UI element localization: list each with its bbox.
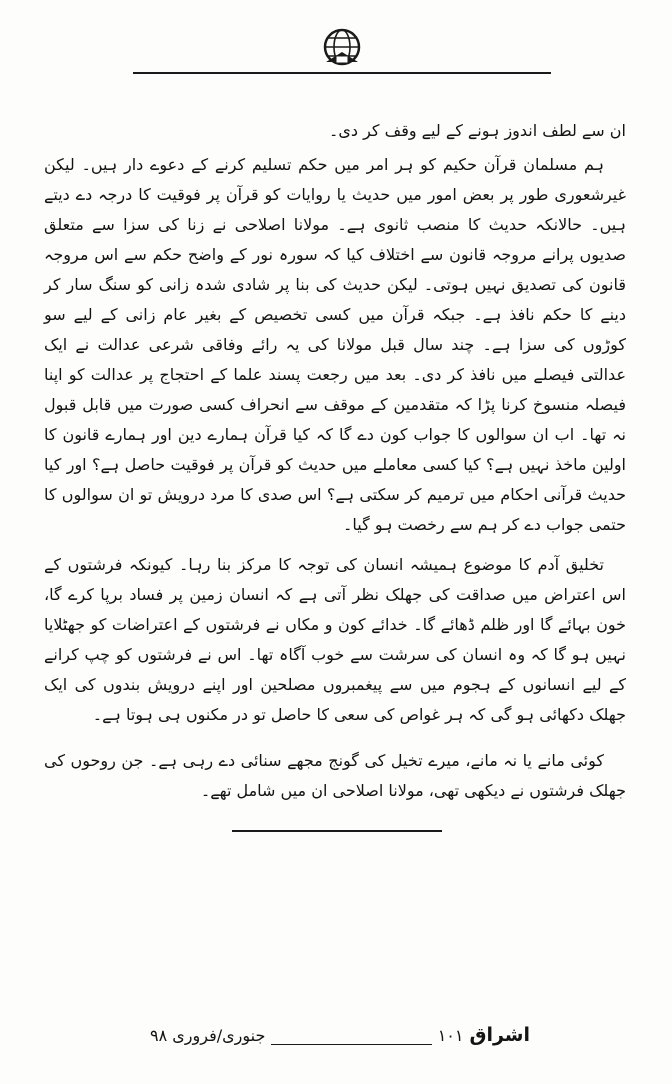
footer-dash: [271, 1044, 431, 1045]
globe-emblem-icon: [319, 26, 365, 72]
paragraph: ان سے لطف اندوز ہونے کے لیے وقف کر دی۔: [328, 121, 626, 140]
paragraph: ہم مسلمان قرآن حکیم کو ہر امر میں حکم تسلیم کرنے کے دعوے دار ہیں۔ لیکن غیرشعوری طور پر بعض امور میں حدیث یا روایات کو قرآن پر فوقیت کا درجہ دے دیتے ہیں۔ حالانکہ حدیث کا منصب ثانوی ہے۔ مولانا اصلاحی نے زنا کی سزا سے متعلق صدیوں پرانے مروجہ قانون سے اختلاف کیا کہ سورہ نور کے واضح حکم سے اس مروجہ قانون کی تصدیق نہیں ہوتی۔ لیکن حدیث کی بنا پر شادی شدہ زانی کو سنگ سار کر دینے کا حکم نافذ ہے۔ جبکہ قرآن میں کسی تخصیص کے بغیر عام زانی کے لیے سو کوڑوں کی سزا ہے۔ چند سال قبل مولانا کی یہ رائے وفاقی شرعی عدالت نے ایک عدالتی فیصلے میں نافذ کر دی۔ بعد میں رجعت پسند علما کے احتجاج پر عدالت کو اپنا فیصلہ منسوخ کرنا پڑا کہ متقدمین کے موقف سے انحراف کسی صورت میں قابل قبول نہ تھا۔ اب ان سوالوں کا جواب کون دے گا کہ کیا قرآن ہمارے دین اور ہمارے قانون کا اولین ماخذ نہیں ہے؟ کیا کسی معاملے میں حدیث کو قرآن پر فوقیت حاصل ہے؟ اور کیا حدیث قرآنی احکام میں ترمیم کر سکتی ہے؟ اس صدی کا مرد درویش تو ان سوالوں کا حتمی جواب دے کر ہم سے رخصت ہو گیا۔: [44, 155, 626, 534]
paragraph: تخلیق آدم کا موضوع ہمیشہ انسان کی توجہ کا مرکز بنا رہا۔ کیونکہ فرشتوں کے اس اعتراض میں صداقت کی جھلک نظر آتی ہے کہ انسان زمین پر فساد برپا کرے گا، خون بہائے گا اور ظلم ڈھائے گا۔ خدائے کون و مکاں نے فرشتوں کے اعتراضات کو جھٹلایا نہیں ہو گا کہ وہ انسان کی سرشت سے خوب آگاہ تھا۔ اس نے فرشتوں کو چپ کرانے کے لیے انسانوں کے ہجوم میں سے پیغمبروں مصلحین اور اپنے درویش بندوں کی ایک جھلک دکھائی ہو گی کہ ہر غواص کی سعی کا حاصل تو در مکنوں ہی ہوتا ہے۔: [44, 555, 626, 724]
article-body: [44, 116, 626, 806]
magazine-name: اشراق: [469, 1024, 530, 1046]
page-number: ۱۰۱: [437, 1026, 464, 1045]
issue-date: جنوری/فروری ۹۸: [150, 1026, 266, 1045]
section-end-rule: [232, 830, 442, 832]
header-rule: [133, 72, 551, 74]
page-footer: [150, 1024, 530, 1058]
paragraph: کوئی مانے یا نہ مانے، میرے تخیل کی گونج مجھے سنائی دے رہی ہے۔ جن روحوں کی جھلک فرشتوں نے دیکھی تھی، مولانا اصلاحی ان میں شامل تھے۔: [44, 751, 626, 800]
